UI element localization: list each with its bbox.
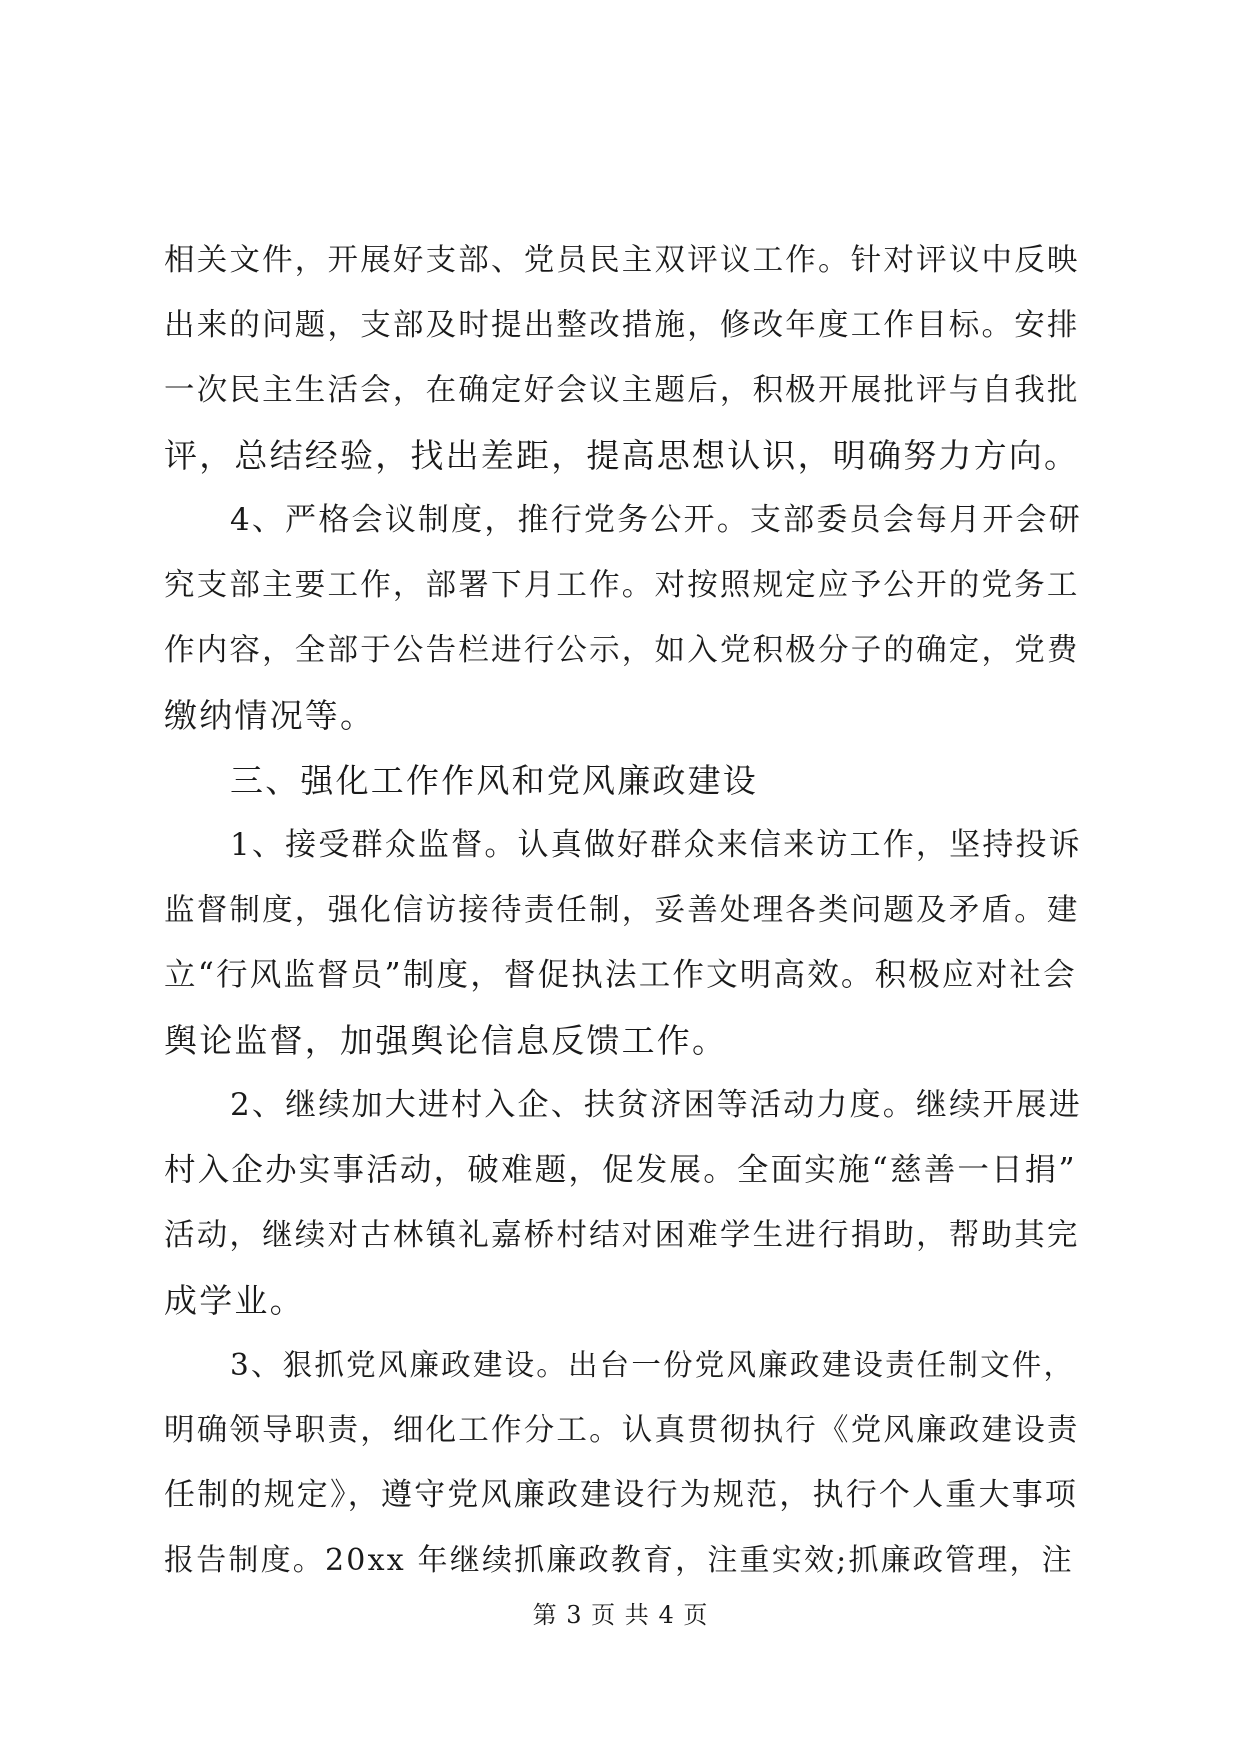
paragraph-start-line: 3、狠抓党风廉政建设。出台一份党风廉政建设责任制文件， [230, 1348, 1076, 1382]
text-line: 活动，继续对古林镇礼嘉桥村结对困难学生进行捐助，帮助其完 [164, 1218, 1080, 1253]
paragraph-start-line: 1、接受群众监督。认真做好群众来信来访工作，坚持投诉 [230, 827, 1082, 863]
text-line: 缴纳情况等。 [164, 696, 376, 735]
text-line: 一次民主生活会，在确定好会议主题后，积极开展批评与自我批 [164, 373, 1080, 408]
text-line: 究支部主要工作，部署下月工作。对按照规定应予公开的党务工 [164, 568, 1080, 603]
text-line: 相关文件，开展好支部、党员民主双评议工作。针对评议中反映 [164, 243, 1080, 278]
text-line: 村入企办实事活动，破难题，促发展。全面实施“慈善一日捐” [164, 1152, 1077, 1188]
text-line: 评，总结经验，找出差距，提高思想认识，明确努力方向。 [164, 436, 1080, 475]
text-line: 明确领导职责，细化工作分工。认真贯彻执行《党风廉政建设责 [164, 1413, 1080, 1448]
text-line: 监督制度，强化信访接待责任制，妥善处理各类问题及矛盾。建 [164, 893, 1080, 928]
text-line: 成学业。 [164, 1281, 305, 1320]
text-line: 任制的规定》，遵守党风廉政建设行为规范，执行个人重大事项 [164, 1477, 1079, 1513]
text-line: 报告制度。20xx 年继续抓廉政教育，注重实效;抓廉政管理，注 [164, 1543, 1074, 1578]
text-line: 出来的问题，支部及时提出整改措施，修改年度工作目标。安排 [164, 308, 1080, 343]
section-heading: 三、强化工作作风和党风廉政建设 [230, 761, 758, 800]
text-line: 立“行风监督员”制度，督促执法工作文明高效。积极应对社会 [164, 957, 1077, 993]
text-line: 舆论监督，加强舆论信息反馈工作。 [164, 1021, 728, 1060]
text-line: 作内容，全部于公告栏进行公示，如入党积极分子的确定，党费 [164, 633, 1080, 668]
paragraph-start-line: 2、继续加大进村入企、扶贫济困等活动力度。继续开展进 [230, 1087, 1082, 1123]
page-number-footer: 第 3 页 共 4 页 [532, 1601, 709, 1629]
paragraph-start-line: 4、严格会议制度，推行党务公开。支部委员会每月开会研 [230, 502, 1082, 538]
document-body [164, 228, 1084, 1593]
